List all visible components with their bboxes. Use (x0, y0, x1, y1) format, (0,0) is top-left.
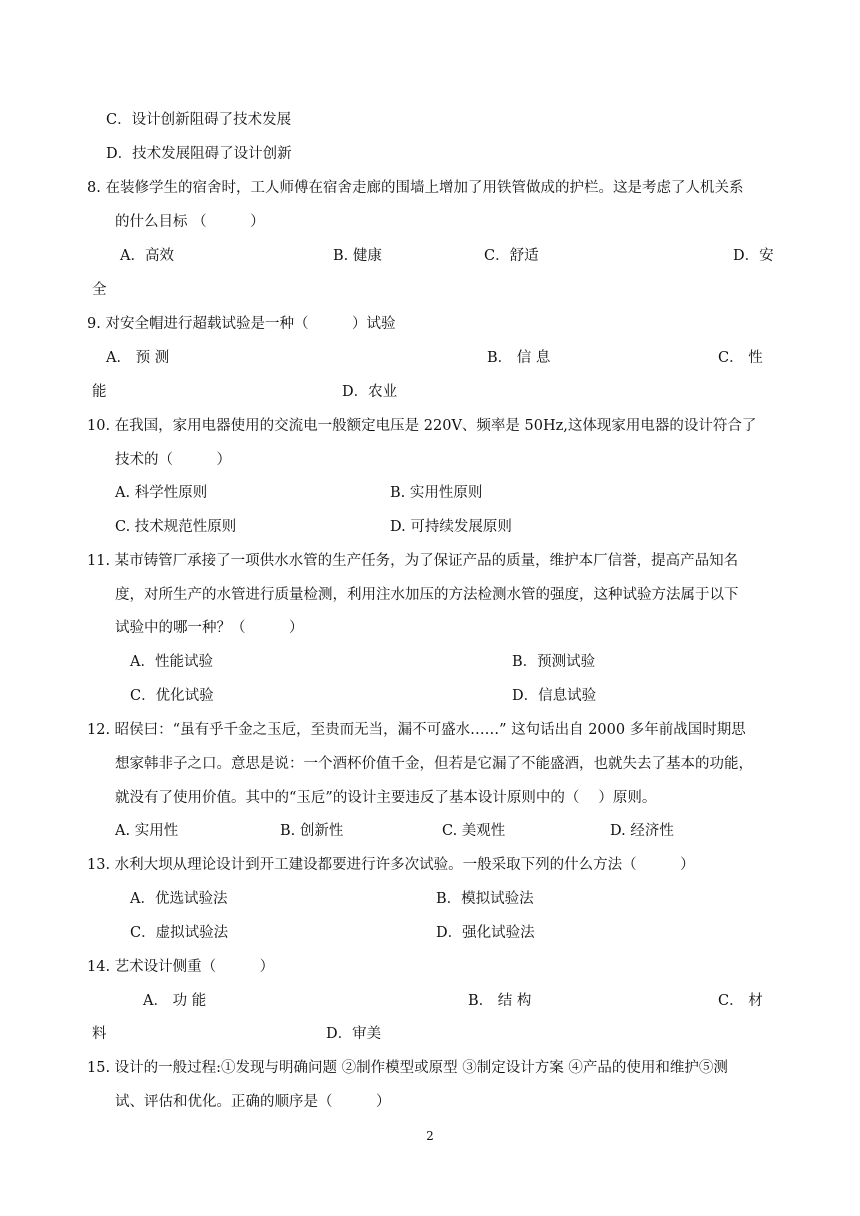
q7-option-c: C．设计创新阻碍了技术发展 (106, 112, 292, 128)
q11-stem-line1: 11. 某市铸管厂承接了一项供水水管的生产任务，为了保证产品的质量，维护本厂信誉，提高产品知名 (87, 553, 739, 569)
q10-option-a: A. 科学性原则 (115, 485, 208, 501)
q11-option-d: D．信息试验 (512, 688, 597, 704)
q13-option-c: C．虚拟试验法 (130, 925, 229, 941)
q13-option-b: B．模拟试验法 (436, 891, 534, 907)
q12-stem-line1: 12. 昭侯曰：“虽有乎千金之玉卮，至贵而无当，漏不可盛水……” 这句话出自 2000 多年前战国时期思 (87, 722, 746, 738)
q14-option-c-wrap: 料 (92, 1026, 107, 1042)
q10-option-b: B. 实用性原则 (390, 485, 483, 501)
q8-option-c: C．舒适 (484, 248, 539, 264)
q14-stem: 14. 艺术设计侧重（ ） (87, 959, 275, 975)
q8-option-d: D．安 (733, 248, 774, 264)
q14-option-b: B． 结 构 (468, 993, 532, 1009)
q9-option-c-wrap: 能 (92, 384, 107, 400)
q10-stem-line2: 技术的（ ） (115, 452, 231, 468)
q13-option-d: D．强化试验法 (436, 925, 535, 941)
q11-option-c: C．优化试验 (130, 688, 214, 704)
q15-stem-line1: 15. 设计的一般过程:①发现与明确问题 ②制作模型或原型 ③制定设计方案 ④产品的使用和维护⑤测 (87, 1060, 728, 1076)
q14-option-a: A． 功 能 (143, 993, 207, 1009)
q12-option-a: A. 实用性 (115, 823, 179, 839)
q9-stem: 9. 对安全帽进行超载试验是一种（ ）试验 (87, 316, 396, 332)
q11-stem-line2: 度，对所生产的水管进行质量检测，利用注水加压的方法检测水管的强度，这种试验方法属于以下 (115, 587, 739, 603)
q11-stem-line3: 试验中的哪一种？（ ） (115, 620, 304, 636)
q12-stem-line3: 就没有了使用价值。其中的“玉卮”的设计主要违反了基本设计原则中的（ ）原则。 (115, 790, 657, 806)
q13-option-a: A．优选试验法 (130, 891, 228, 907)
q8-stem-line2: 的什么目标 （ ） (115, 214, 265, 230)
q14-option-d: D．审美 (326, 1026, 382, 1042)
q7-option-d: D．技术发展阻碍了设计创新 (106, 146, 292, 162)
page-number: 2 (426, 1129, 434, 1143)
q9-option-c: C． 性 (718, 350, 763, 366)
q12-option-d: D. 经济性 (610, 823, 674, 839)
q9-option-a: A． 预 测 (106, 350, 170, 366)
q9-option-d: D．农业 (342, 384, 398, 400)
q11-option-b: B．预测试验 (512, 654, 596, 670)
q8-option-d-wrap: 全 (92, 282, 107, 298)
q13-stem: 13. 水利大坝从理论设计到开工建设都要进行许多次试验。一般采取下列的什么方法（ ） (87, 857, 695, 873)
q12-option-b: B. 创新性 (280, 823, 344, 839)
q8-stem-line1: 8. 在装修学生的宿舍时，工人师傅在宿舍走廊的围墙上增加了用铁管做成的护栏。这是考虑了人机关系 (87, 180, 744, 196)
q11-option-a: A．性能试验 (130, 654, 213, 670)
q8-option-b: B. 健康 (333, 248, 382, 264)
q10-option-d: D. 可持续发展原则 (390, 519, 512, 535)
q8-option-a: A．高效 (120, 248, 174, 264)
q14-option-c: C． 材 (718, 993, 763, 1009)
q9-option-b: B． 信 息 (487, 350, 551, 366)
q10-option-c: C. 技术规范性原则 (115, 519, 237, 535)
q12-option-c: C. 美观性 (442, 823, 506, 839)
q12-stem-line2: 想家韩非子之口。意思是说：一个酒杯价值千金，但若是它漏了不能盛酒，也就失去了基本的功能， (115, 756, 753, 772)
q15-stem-line2: 试、评估和优化。正确的顺序是（ ） (115, 1094, 391, 1110)
q10-stem-line1: 10. 在我国，家用电器使用的交流电一般额定电压是 220V、频率是 50Hz,这体现家用电器的设计符合了 (87, 418, 757, 434)
